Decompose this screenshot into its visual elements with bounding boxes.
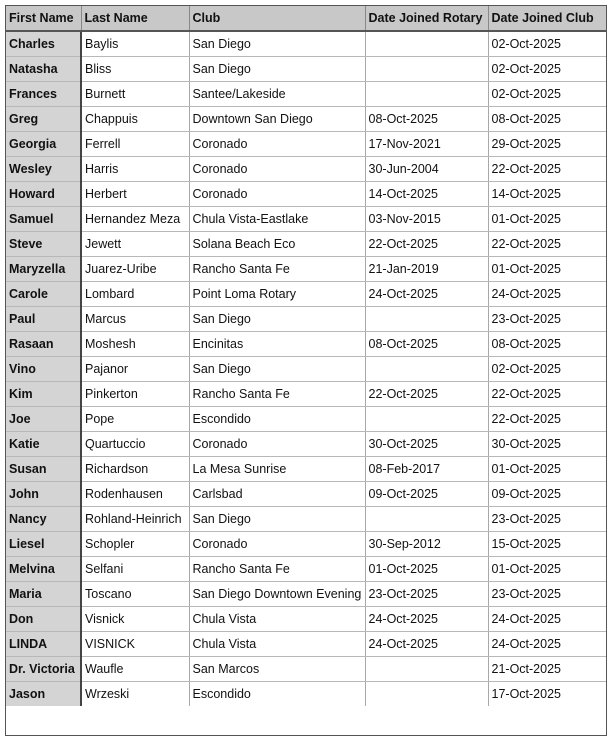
date-joined-rotary-cell bbox=[365, 506, 488, 531]
table-row bbox=[6, 306, 606, 331]
date-joined-rotary-cell bbox=[365, 656, 488, 681]
date-joined-club-cell: 23-Oct-2025 bbox=[488, 306, 606, 331]
last-name-cell: Rodenhausen bbox=[81, 481, 189, 506]
first-name-cell: Frances bbox=[6, 81, 81, 106]
club-cell: Rancho Santa Fe bbox=[189, 556, 365, 581]
first-name-cell: John bbox=[6, 481, 81, 506]
first-name-cell: Vino bbox=[6, 356, 81, 381]
last-name-cell: Lombard bbox=[81, 281, 189, 306]
date-joined-rotary-cell: 30-Sep-2012 bbox=[365, 531, 488, 556]
last-name-cell: Chappuis bbox=[81, 106, 189, 131]
last-name-cell: Pope bbox=[81, 406, 189, 431]
table-row bbox=[6, 531, 606, 556]
date-joined-club-cell: 30-Oct-2025 bbox=[488, 431, 606, 456]
date-joined-rotary-cell: 21-Jan-2019 bbox=[365, 256, 488, 281]
club-cell: San Diego Downtown Evening bbox=[189, 581, 365, 606]
table-row bbox=[6, 656, 606, 681]
club-cell: Coronado bbox=[189, 181, 365, 206]
table-row bbox=[6, 506, 606, 531]
first-name-cell: Paul bbox=[6, 306, 81, 331]
date-joined-rotary-cell: 09-Oct-2025 bbox=[365, 481, 488, 506]
first-name-cell: Steve bbox=[6, 231, 81, 256]
date-joined-rotary-cell: 01-Oct-2025 bbox=[365, 556, 488, 581]
club-cell: San Diego bbox=[189, 56, 365, 81]
first-name-cell: Charles bbox=[6, 31, 81, 56]
table-row bbox=[6, 131, 606, 156]
first-name-cell: LINDA bbox=[6, 631, 81, 656]
last-name-cell: Waufle bbox=[81, 656, 189, 681]
club-cell: Downtown San Diego bbox=[189, 106, 365, 131]
last-name-cell: Jewett bbox=[81, 231, 189, 256]
date-joined-rotary-cell: 03-Nov-2015 bbox=[365, 206, 488, 231]
first-name-cell: Rasaan bbox=[6, 331, 81, 356]
last-name-cell: Richardson bbox=[81, 456, 189, 481]
last-name-cell: Selfani bbox=[81, 556, 189, 581]
table-row bbox=[6, 106, 606, 131]
date-joined-club-cell: 08-Oct-2025 bbox=[488, 331, 606, 356]
header-club: Club bbox=[189, 6, 365, 31]
first-name-cell: Susan bbox=[6, 456, 81, 481]
club-cell: Rancho Santa Fe bbox=[189, 256, 365, 281]
club-cell: La Mesa Sunrise bbox=[189, 456, 365, 481]
club-cell: Point Loma Rotary bbox=[189, 281, 365, 306]
table-row bbox=[6, 156, 606, 181]
table-row bbox=[6, 581, 606, 606]
table-row bbox=[6, 456, 606, 481]
date-joined-rotary-cell: 22-Oct-2025 bbox=[365, 381, 488, 406]
date-joined-club-cell: 24-Oct-2025 bbox=[488, 606, 606, 631]
date-joined-rotary-cell: 24-Oct-2025 bbox=[365, 281, 488, 306]
table-row bbox=[6, 81, 606, 106]
club-cell: San Marcos bbox=[189, 656, 365, 681]
date-joined-rotary-cell: 24-Oct-2025 bbox=[365, 606, 488, 631]
first-name-cell: Greg bbox=[6, 106, 81, 131]
table-row bbox=[6, 31, 606, 56]
date-joined-rotary-cell bbox=[365, 306, 488, 331]
first-name-cell: Maria bbox=[6, 581, 81, 606]
date-joined-rotary-cell bbox=[365, 681, 488, 706]
first-name-cell: Howard bbox=[6, 181, 81, 206]
date-joined-club-cell: 02-Oct-2025 bbox=[488, 356, 606, 381]
club-cell: Encinitas bbox=[189, 331, 365, 356]
date-joined-rotary-cell bbox=[365, 31, 488, 56]
last-name-cell: VISNICK bbox=[81, 631, 189, 656]
table-row bbox=[6, 606, 606, 631]
date-joined-club-cell: 01-Oct-2025 bbox=[488, 556, 606, 581]
first-name-cell: Don bbox=[6, 606, 81, 631]
first-name-cell: Joe bbox=[6, 406, 81, 431]
date-joined-rotary-cell: 14-Oct-2025 bbox=[365, 181, 488, 206]
table-row bbox=[6, 56, 606, 81]
last-name-cell: Toscano bbox=[81, 581, 189, 606]
club-cell: Solana Beach Eco bbox=[189, 231, 365, 256]
date-joined-rotary-cell: 22-Oct-2025 bbox=[365, 231, 488, 256]
header-last-name: Last Name bbox=[81, 6, 189, 31]
date-joined-rotary-cell: 24-Oct-2025 bbox=[365, 631, 488, 656]
date-joined-rotary-cell: 08-Feb-2017 bbox=[365, 456, 488, 481]
date-joined-club-cell: 23-Oct-2025 bbox=[488, 506, 606, 531]
last-name-cell: Wrzeski bbox=[81, 681, 189, 706]
last-name-cell: Juarez-Uribe bbox=[81, 256, 189, 281]
last-name-cell: Baylis bbox=[81, 31, 189, 56]
first-name-cell: Nancy bbox=[6, 506, 81, 531]
club-cell: Coronado bbox=[189, 156, 365, 181]
first-name-cell: Katie bbox=[6, 431, 81, 456]
table-row bbox=[6, 181, 606, 206]
first-name-cell: Maryzella bbox=[6, 256, 81, 281]
last-name-cell: Marcus bbox=[81, 306, 189, 331]
date-joined-rotary-cell: 08-Oct-2025 bbox=[365, 106, 488, 131]
date-joined-club-cell: 14-Oct-2025 bbox=[488, 181, 606, 206]
header-date-joined-club: Date Joined Club bbox=[488, 6, 606, 31]
table-row bbox=[6, 381, 606, 406]
last-name-cell: Moshesh bbox=[81, 331, 189, 356]
first-name-cell: Samuel bbox=[6, 206, 81, 231]
first-name-cell: Carole bbox=[6, 281, 81, 306]
members-spreadsheet bbox=[5, 5, 607, 736]
first-name-cell: Jason bbox=[6, 681, 81, 706]
date-joined-club-cell: 23-Oct-2025 bbox=[488, 581, 606, 606]
table-row bbox=[6, 331, 606, 356]
club-cell: San Diego bbox=[189, 306, 365, 331]
last-name-cell: Visnick bbox=[81, 606, 189, 631]
club-cell: Carlsbad bbox=[189, 481, 365, 506]
last-name-cell: Ferrell bbox=[81, 131, 189, 156]
last-name-cell: Schopler bbox=[81, 531, 189, 556]
table-row bbox=[6, 481, 606, 506]
club-cell: Rancho Santa Fe bbox=[189, 381, 365, 406]
table-row bbox=[6, 256, 606, 281]
club-cell: Chula Vista-Eastlake bbox=[189, 206, 365, 231]
header-date-joined-rotary: Date Joined Rotary bbox=[365, 6, 488, 31]
last-name-cell: Quartuccio bbox=[81, 431, 189, 456]
club-cell: San Diego bbox=[189, 506, 365, 531]
first-name-cell: Kim bbox=[6, 381, 81, 406]
table-row bbox=[6, 556, 606, 581]
date-joined-club-cell: 22-Oct-2025 bbox=[488, 156, 606, 181]
date-joined-club-cell: 02-Oct-2025 bbox=[488, 31, 606, 56]
date-joined-club-cell: 24-Oct-2025 bbox=[488, 631, 606, 656]
first-name-cell: Georgia bbox=[6, 131, 81, 156]
last-name-cell: Herbert bbox=[81, 181, 189, 206]
date-joined-club-cell: 01-Oct-2025 bbox=[488, 206, 606, 231]
date-joined-club-cell: 09-Oct-2025 bbox=[488, 481, 606, 506]
date-joined-rotary-cell: 17-Nov-2021 bbox=[365, 131, 488, 156]
date-joined-club-cell: 01-Oct-2025 bbox=[488, 256, 606, 281]
header-first-name: First Name bbox=[6, 6, 81, 31]
date-joined-club-cell: 21-Oct-2025 bbox=[488, 656, 606, 681]
club-cell: Escondido bbox=[189, 681, 365, 706]
date-joined-club-cell: 15-Oct-2025 bbox=[488, 531, 606, 556]
table-row bbox=[6, 431, 606, 456]
table-row bbox=[6, 631, 606, 656]
club-cell: Coronado bbox=[189, 131, 365, 156]
last-name-cell: Pinkerton bbox=[81, 381, 189, 406]
first-name-cell: Wesley bbox=[6, 156, 81, 181]
last-name-cell: Rohland-Heinrich bbox=[81, 506, 189, 531]
first-name-cell: Liesel bbox=[6, 531, 81, 556]
first-name-cell: Melvina bbox=[6, 556, 81, 581]
date-joined-club-cell: 24-Oct-2025 bbox=[488, 281, 606, 306]
date-joined-rotary-cell: 23-Oct-2025 bbox=[365, 581, 488, 606]
club-cell: Chula Vista bbox=[189, 631, 365, 656]
date-joined-rotary-cell: 30-Oct-2025 bbox=[365, 431, 488, 456]
date-joined-rotary-cell bbox=[365, 356, 488, 381]
club-cell: San Diego bbox=[189, 31, 365, 56]
last-name-cell: Bliss bbox=[81, 56, 189, 81]
date-joined-rotary-cell bbox=[365, 81, 488, 106]
date-joined-club-cell: 02-Oct-2025 bbox=[488, 81, 606, 106]
last-name-cell: Hernandez Meza bbox=[81, 206, 189, 231]
club-cell: Chula Vista bbox=[189, 606, 365, 631]
first-name-cell: Dr. Victoria bbox=[6, 656, 81, 681]
table-row bbox=[6, 231, 606, 256]
table-row bbox=[6, 356, 606, 381]
date-joined-club-cell: 01-Oct-2025 bbox=[488, 456, 606, 481]
club-cell: Coronado bbox=[189, 431, 365, 456]
date-joined-club-cell: 29-Oct-2025 bbox=[488, 131, 606, 156]
club-cell: San Diego bbox=[189, 356, 365, 381]
date-joined-club-cell: 17-Oct-2025 bbox=[491, 686, 561, 701]
header-row bbox=[6, 6, 606, 31]
date-joined-club-cell: 22-Oct-2025 bbox=[488, 381, 606, 406]
first-name-cell: Natasha bbox=[6, 56, 81, 81]
last-name-cell: Harris bbox=[81, 156, 189, 181]
date-joined-rotary-cell bbox=[365, 406, 488, 431]
table-row bbox=[6, 206, 606, 231]
date-joined-club-cell: 02-Oct-2025 bbox=[488, 56, 606, 81]
date-joined-club-cell: 22-Oct-2025 bbox=[488, 231, 606, 256]
date-joined-rotary-cell: 30-Jun-2004 bbox=[365, 156, 488, 181]
members-table bbox=[6, 6, 606, 706]
table-row bbox=[6, 281, 606, 306]
last-name-cell: Burnett bbox=[81, 81, 189, 106]
date-joined-club-cell: 22-Oct-2025 bbox=[488, 406, 606, 431]
date-joined-rotary-cell: 08-Oct-2025 bbox=[365, 331, 488, 356]
date-joined-club-cell: 08-Oct-2025 bbox=[488, 106, 606, 131]
last-name-cell: Pajanor bbox=[81, 356, 189, 381]
club-cell: Santee/Lakeside bbox=[189, 81, 365, 106]
club-cell: Coronado bbox=[189, 531, 365, 556]
club-cell: Escondido bbox=[189, 406, 365, 431]
table-row bbox=[6, 681, 606, 706]
date-joined-rotary-cell bbox=[365, 56, 488, 81]
table-row bbox=[6, 406, 606, 431]
